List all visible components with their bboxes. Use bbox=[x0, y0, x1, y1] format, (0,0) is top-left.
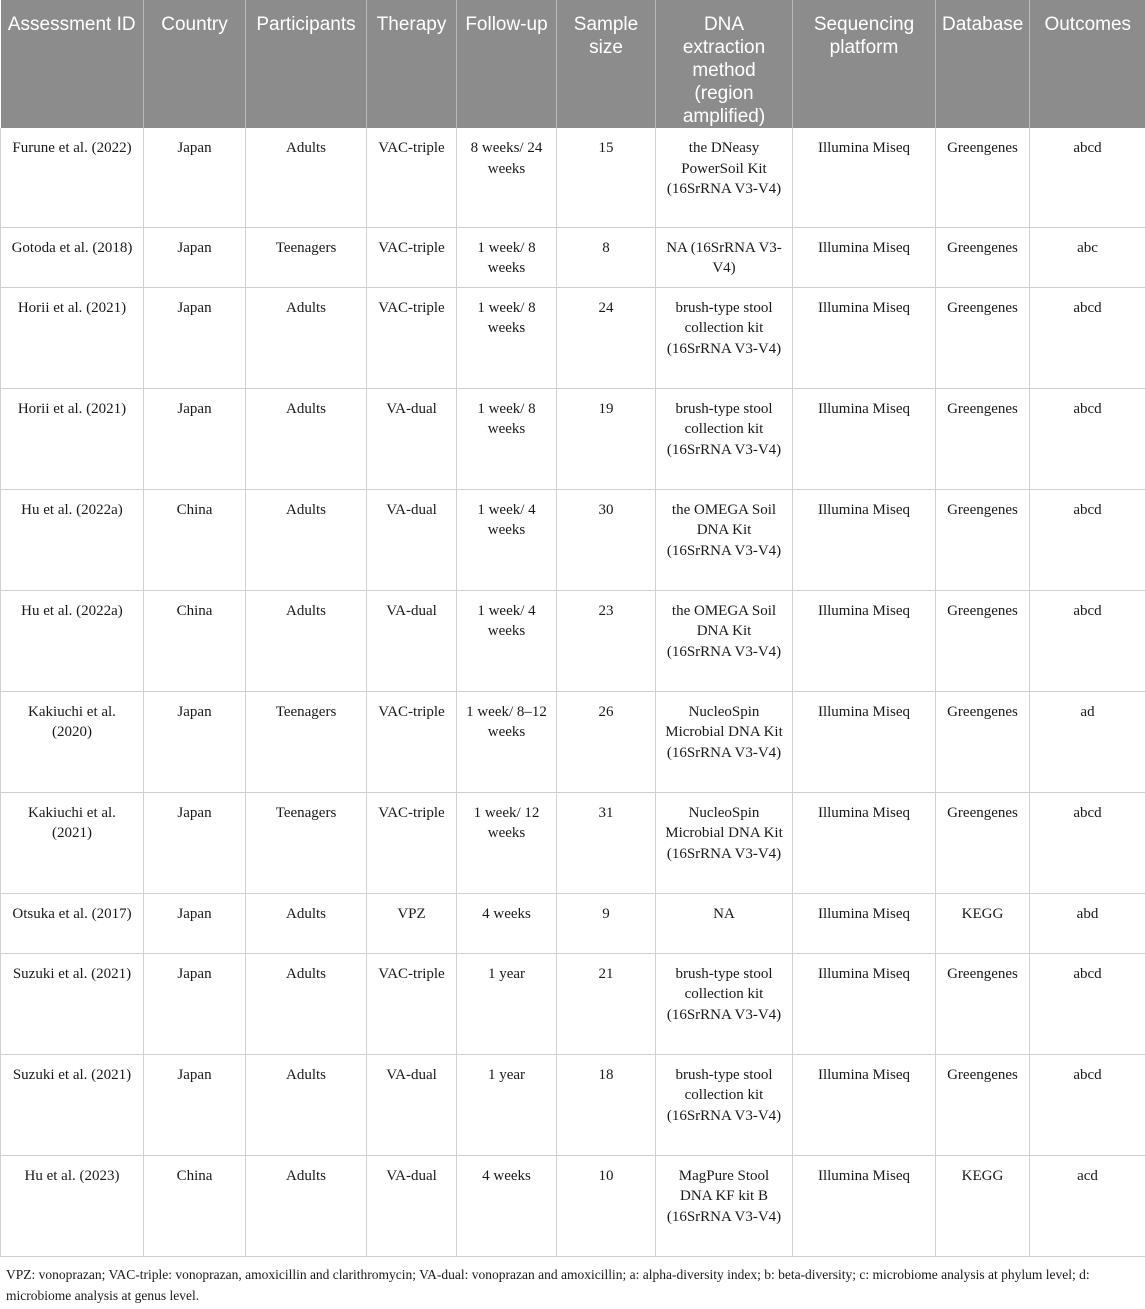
cell-participants: Adults bbox=[246, 388, 367, 489]
table-row bbox=[1, 128, 1145, 227]
cell-sequencing-platform: Illumina Miseq bbox=[793, 1054, 936, 1155]
cell-assessment-id: Suzuki et al. (2021) bbox=[1, 953, 144, 1054]
cell-follow-up: 4 weeks bbox=[457, 893, 557, 953]
cell-sample-size: 19 bbox=[557, 388, 656, 489]
cell-participants: Adults bbox=[246, 590, 367, 691]
cell-country: Japan bbox=[144, 1054, 246, 1155]
cell-sequencing-platform: Illumina Miseq bbox=[793, 953, 936, 1054]
cell-outcomes: abd bbox=[1030, 893, 1145, 953]
cell-dna-extraction-method: NucleoSpin Microbial DNA Kit (16SrRNA V3-V4) bbox=[656, 792, 793, 893]
cell-assessment-id: Furune et al. (2022) bbox=[1, 128, 144, 227]
cell-therapy: VAC-triple bbox=[367, 792, 457, 893]
cell-database: Greengenes bbox=[936, 287, 1030, 388]
cell-country: Japan bbox=[144, 893, 246, 953]
cell-sample-size: 9 bbox=[557, 893, 656, 953]
header-sample-size: Sample size bbox=[557, 0, 656, 128]
cell-therapy: VPZ bbox=[367, 893, 457, 953]
cell-participants: Teenagers bbox=[246, 227, 367, 287]
cell-follow-up: 1 week/ 4 weeks bbox=[457, 590, 557, 691]
cell-sample-size: 10 bbox=[557, 1155, 656, 1256]
cell-outcomes: ad bbox=[1030, 691, 1145, 792]
cell-therapy: VAC-triple bbox=[367, 128, 457, 227]
header-assessment-id: Assessment ID bbox=[1, 0, 144, 128]
cell-assessment-id: Otsuka et al. (2017) bbox=[1, 893, 144, 953]
table-body bbox=[1, 128, 1145, 1256]
cell-country: Japan bbox=[144, 953, 246, 1054]
header-therapy: Therapy bbox=[367, 0, 457, 128]
cell-database: KEGG bbox=[936, 1155, 1030, 1256]
cell-sequencing-platform: Illumina Miseq bbox=[793, 227, 936, 287]
table-footnote: VPZ: vonoprazan; VAC-triple: vonoprazan, amoxicillin and clarithromycin; VA-dual: vonoprazan and amoxicillin; a: alpha-diversity index; b: beta-diversity; c: microbiome analysis at phylum level; d: microbiome analysis at genus level. bbox=[6, 1266, 1090, 1303]
cell-participants: Adults bbox=[246, 953, 367, 1054]
cell-participants: Teenagers bbox=[246, 792, 367, 893]
cell-database: Greengenes bbox=[936, 691, 1030, 792]
cell-therapy: VAC-triple bbox=[367, 287, 457, 388]
cell-assessment-id: Kakiuchi et al. (2021) bbox=[1, 792, 144, 893]
header-participants: Participants bbox=[246, 0, 367, 128]
cell-follow-up: 1 week/ 8 weeks bbox=[457, 388, 557, 489]
cell-participants: Adults bbox=[246, 287, 367, 388]
cell-dna-extraction-method: NA bbox=[656, 893, 793, 953]
cell-sample-size: 23 bbox=[557, 590, 656, 691]
table-row bbox=[1, 893, 1145, 953]
cell-therapy: VAC-triple bbox=[367, 227, 457, 287]
cell-therapy: VA-dual bbox=[367, 1155, 457, 1256]
header-dna-extraction-method: DNA extraction method (region amplified) bbox=[656, 0, 793, 128]
cell-dna-extraction-method: the OMEGA Soil DNA Kit (16SrRNA V3-V4) bbox=[656, 590, 793, 691]
cell-country: Japan bbox=[144, 792, 246, 893]
cell-participants: Adults bbox=[246, 128, 367, 227]
cell-participants: Teenagers bbox=[246, 691, 367, 792]
table-row bbox=[1, 792, 1145, 893]
cell-dna-extraction-method: MagPure Stool DNA KF kit B (16SrRNA V3-V4) bbox=[656, 1155, 793, 1256]
cell-assessment-id: Horii et al. (2021) bbox=[1, 287, 144, 388]
cell-dna-extraction-method: brush-type stool collection kit (16SrRNA V3-V4) bbox=[656, 1054, 793, 1155]
cell-follow-up: 1 week/ 8 weeks bbox=[457, 227, 557, 287]
cell-assessment-id: Hu et al. (2022a) bbox=[1, 590, 144, 691]
header-database: Database bbox=[936, 0, 1030, 128]
header-sequencing-platform: Sequencing platform bbox=[793, 0, 936, 128]
cell-sample-size: 24 bbox=[557, 287, 656, 388]
cell-sample-size: 26 bbox=[557, 691, 656, 792]
table-row bbox=[1, 489, 1145, 590]
table-row bbox=[1, 388, 1145, 489]
cell-country: Japan bbox=[144, 388, 246, 489]
cell-outcomes: abcd bbox=[1030, 953, 1145, 1054]
table-row bbox=[1, 691, 1145, 792]
cell-database: Greengenes bbox=[936, 128, 1030, 227]
cell-follow-up: 1 week/ 8–12 weeks bbox=[457, 691, 557, 792]
cell-sequencing-platform: Illumina Miseq bbox=[793, 590, 936, 691]
cell-sample-size: 31 bbox=[557, 792, 656, 893]
header-outcomes: Outcomes bbox=[1030, 0, 1145, 128]
cell-database: KEGG bbox=[936, 893, 1030, 953]
cell-outcomes: acd bbox=[1030, 1155, 1145, 1256]
cell-dna-extraction-method: brush-type stool collection kit (16SrRNA V3-V4) bbox=[656, 953, 793, 1054]
cell-therapy: VAC-triple bbox=[367, 691, 457, 792]
table-header bbox=[1, 0, 1145, 128]
cell-dna-extraction-method: NucleoSpin Microbial DNA Kit (16SrRNA V3-V4) bbox=[656, 691, 793, 792]
cell-sequencing-platform: Illumina Miseq bbox=[793, 128, 936, 227]
cell-country: Japan bbox=[144, 287, 246, 388]
cell-participants: Adults bbox=[246, 1155, 367, 1256]
cell-database: Greengenes bbox=[936, 227, 1030, 287]
cell-dna-extraction-method: brush-type stool collection kit (16SrRNA V3-V4) bbox=[656, 388, 793, 489]
table-row bbox=[1, 953, 1145, 1054]
cell-dna-extraction-method: brush-type stool collection kit (16SrRNA V3-V4) bbox=[656, 287, 793, 388]
cell-sample-size: 18 bbox=[557, 1054, 656, 1155]
table-row bbox=[1, 287, 1145, 388]
cell-therapy: VA-dual bbox=[367, 388, 457, 489]
cell-database: Greengenes bbox=[936, 590, 1030, 691]
cell-country: China bbox=[144, 489, 246, 590]
cell-assessment-id: Hu et al. (2023) bbox=[1, 1155, 144, 1256]
table-row bbox=[1, 1054, 1145, 1155]
cell-dna-extraction-method: NA (16SrRNA V3-V4) bbox=[656, 227, 793, 287]
cell-sequencing-platform: Illumina Miseq bbox=[793, 792, 936, 893]
cell-participants: Adults bbox=[246, 1054, 367, 1155]
cell-database: Greengenes bbox=[936, 489, 1030, 590]
cell-outcomes: abcd bbox=[1030, 590, 1145, 691]
cell-outcomes: abcd bbox=[1030, 1054, 1145, 1155]
cell-follow-up: 1 year bbox=[457, 1054, 557, 1155]
cell-database: Greengenes bbox=[936, 1054, 1030, 1155]
cell-country: China bbox=[144, 590, 246, 691]
cell-assessment-id: Gotoda et al. (2018) bbox=[1, 227, 144, 287]
cell-assessment-id: Suzuki et al. (2021) bbox=[1, 1054, 144, 1155]
cell-assessment-id: Horii et al. (2021) bbox=[1, 388, 144, 489]
table-row bbox=[1, 590, 1145, 691]
cell-sequencing-platform: Illumina Miseq bbox=[793, 893, 936, 953]
cell-participants: Adults bbox=[246, 489, 367, 590]
header-row bbox=[1, 0, 1145, 128]
cell-assessment-id: Kakiuchi et al. (2020) bbox=[1, 691, 144, 792]
cell-dna-extraction-method: the OMEGA Soil DNA Kit (16SrRNA V3-V4) bbox=[656, 489, 793, 590]
cell-outcomes: abcd bbox=[1030, 792, 1145, 893]
cell-database: Greengenes bbox=[936, 792, 1030, 893]
cell-outcomes: abc bbox=[1030, 227, 1145, 287]
table-row bbox=[1, 1155, 1145, 1256]
cell-sequencing-platform: Illumina Miseq bbox=[793, 691, 936, 792]
cell-follow-up: 1 week/ 4 weeks bbox=[457, 489, 557, 590]
cell-sample-size: 21 bbox=[557, 953, 656, 1054]
cell-therapy: VA-dual bbox=[367, 590, 457, 691]
header-follow-up: Follow-up bbox=[457, 0, 557, 128]
cell-country: Japan bbox=[144, 128, 246, 227]
cell-country: Japan bbox=[144, 227, 246, 287]
cell-therapy: VA-dual bbox=[367, 489, 457, 590]
cell-sample-size: 30 bbox=[557, 489, 656, 590]
cell-sequencing-platform: Illumina Miseq bbox=[793, 287, 936, 388]
cell-sample-size: 15 bbox=[557, 128, 656, 227]
cell-sequencing-platform: Illumina Miseq bbox=[793, 1155, 936, 1256]
cell-follow-up: 1 week/ 8 weeks bbox=[457, 287, 557, 388]
cell-country: China bbox=[144, 1155, 246, 1256]
cell-sample-size: 8 bbox=[557, 227, 656, 287]
cell-follow-up: 8 weeks/ 24 weeks bbox=[457, 128, 557, 227]
cell-outcomes: abcd bbox=[1030, 128, 1145, 227]
cell-therapy: VA-dual bbox=[367, 1054, 457, 1155]
cell-follow-up: 4 weeks bbox=[457, 1155, 557, 1256]
cell-dna-extraction-method: the DNeasy PowerSoil Kit (16SrRNA V3-V4) bbox=[656, 128, 793, 227]
cell-country: Japan bbox=[144, 691, 246, 792]
cell-follow-up: 1 year bbox=[457, 953, 557, 1054]
cell-sequencing-platform: Illumina Miseq bbox=[793, 489, 936, 590]
cell-outcomes: abcd bbox=[1030, 489, 1145, 590]
cell-follow-up: 1 week/ 12 weeks bbox=[457, 792, 557, 893]
cell-database: Greengenes bbox=[936, 953, 1030, 1054]
cell-sequencing-platform: Illumina Miseq bbox=[793, 388, 936, 489]
header-country: Country bbox=[144, 0, 246, 128]
table-row bbox=[1, 227, 1145, 287]
cell-assessment-id: Hu et al. (2022a) bbox=[1, 489, 144, 590]
cell-participants: Adults bbox=[246, 893, 367, 953]
cell-database: Greengenes bbox=[936, 388, 1030, 489]
cell-outcomes: abcd bbox=[1030, 388, 1145, 489]
cell-outcomes: abcd bbox=[1030, 287, 1145, 388]
cell-therapy: VAC-triple bbox=[367, 953, 457, 1054]
